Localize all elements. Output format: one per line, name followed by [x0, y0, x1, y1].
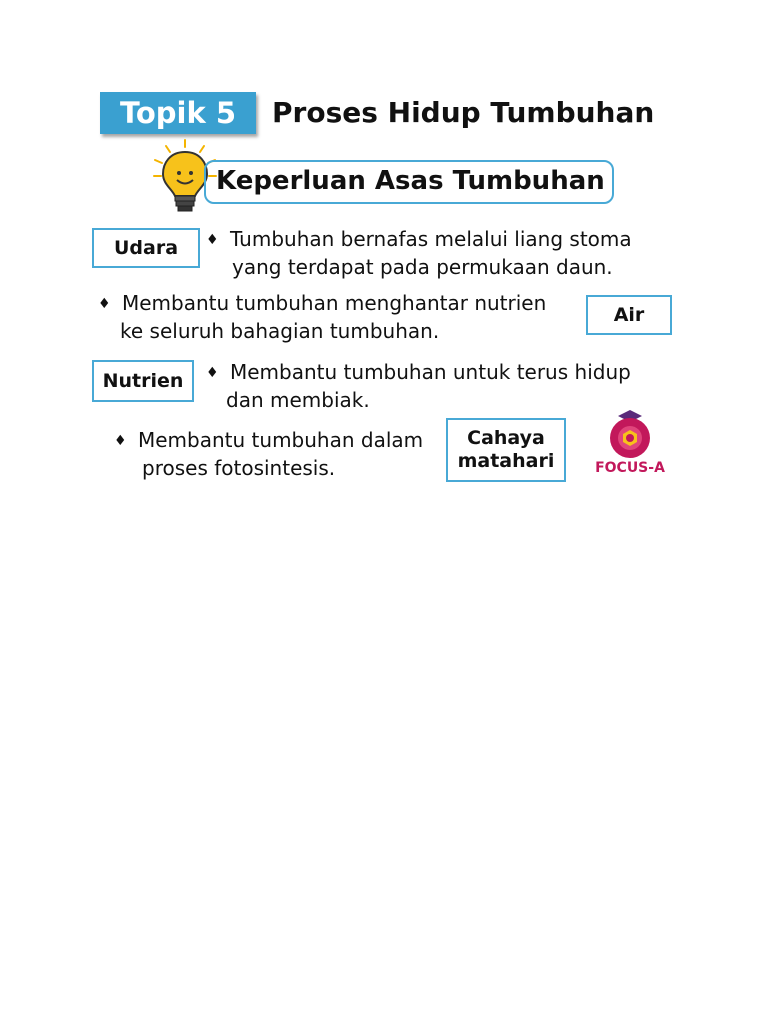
label-udara	[92, 228, 200, 268]
diamond-icon: ♦	[114, 433, 127, 449]
diamond-icon: ♦	[98, 296, 111, 312]
label-cahaya-line2: matahari	[457, 450, 555, 472]
bullet-nutrien-line1	[206, 359, 631, 387]
section-title: Keperluan Asas Tumbuhan	[216, 166, 605, 196]
bullet-udara-line2: yang terdapat pada permukaan daun.	[232, 255, 613, 279]
label-cahaya-matahari	[446, 418, 566, 482]
label-udara-text: Udara	[113, 236, 179, 259]
bullet-cahaya-line2: proses fotosintesis.	[142, 456, 336, 480]
bullet-air-line2: ke seluruh bahagian tumbuhan.	[120, 319, 440, 343]
bullet-air-line1	[98, 290, 546, 318]
bullet-udara-text1: Tumbuhan bernafas melalui liang stoma	[230, 227, 632, 251]
label-air	[586, 295, 672, 335]
bullet-nutrien	[206, 359, 631, 414]
label-nutrien-text: Nutrien	[102, 369, 184, 392]
diamond-icon: ♦	[206, 232, 219, 248]
logo-text: FOCUS-A	[595, 460, 665, 476]
label-nutrien	[92, 360, 194, 402]
bullet-cahaya-text1: Membantu tumbuhan dalam	[138, 428, 424, 452]
bullet-cahaya-line1	[114, 427, 423, 455]
label-cahaya-line1: Cahaya	[467, 427, 545, 450]
bullet-nutrien-text1: Membantu tumbuhan untuk terus hidup	[230, 360, 631, 384]
bullet-air-text1: Membantu tumbuhan menghantar nutrien	[122, 291, 547, 315]
label-air-text: Air	[613, 303, 645, 326]
bullet-nutrien-line2: dan membiak.	[226, 388, 370, 412]
diamond-icon: ♦	[206, 365, 219, 381]
bullet-cahaya	[114, 427, 423, 482]
topic-title: Proses Hidup Tumbuhan	[272, 96, 655, 129]
bullet-air	[98, 290, 546, 345]
topic-badge: Topik 5	[100, 92, 256, 134]
bullet-udara	[206, 226, 632, 281]
bullet-udara-line1	[206, 226, 632, 254]
